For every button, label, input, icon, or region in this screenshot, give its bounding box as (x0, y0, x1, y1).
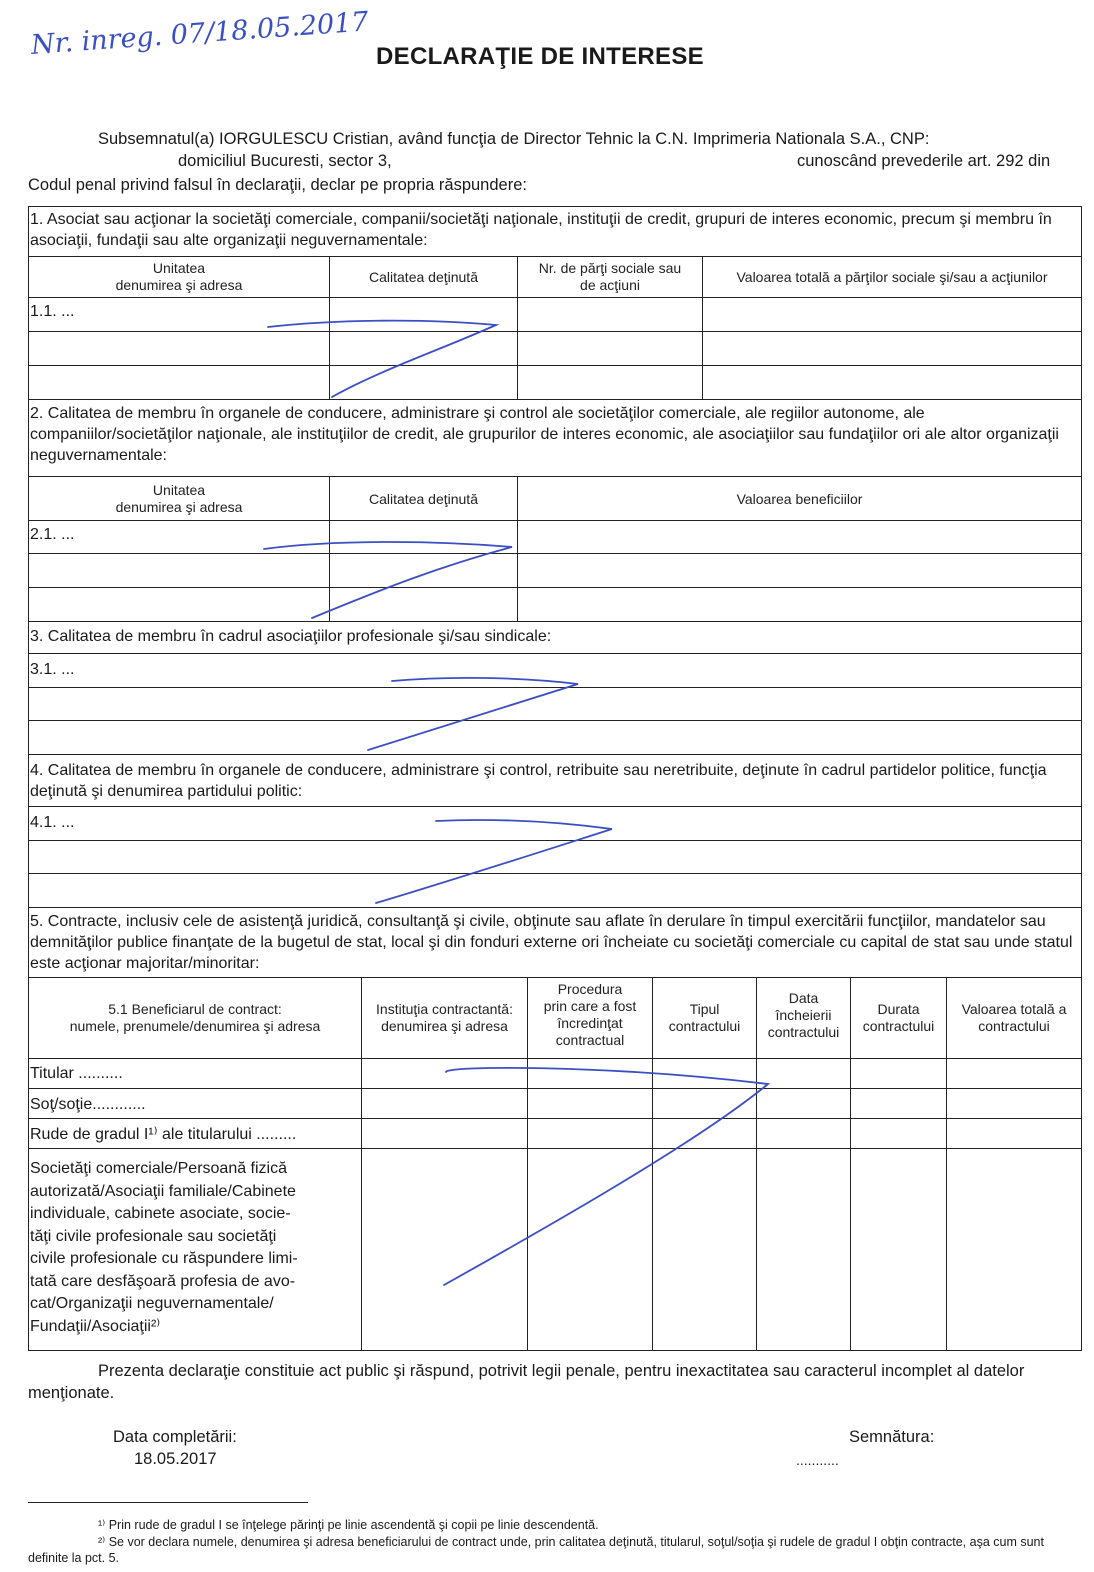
section-1-text: 1. Asociat sau acţionar la societăţi comerciale, companii/societăţi naţionale, instituţii de credit, grupuri de interes economic, precum şi membru în asociaţii, fundaţii sau alte organizaţii neguvernamentale: (30, 211, 1052, 249)
z-stroke-section-5 (444, 1068, 768, 1285)
s5-header-data: Data încheierii contractului (767, 990, 840, 1040)
registration-note: Nr. inreg. 07/18.05.2017 (30, 6, 370, 61)
s5-header-tipul: Tipul contractului (668, 1001, 741, 1034)
intro-line-1: Subsemnatul(a) IORGULESCU Cristian, având funcţia de Director Tehnic la C.N. Imprimeria Nationala S.A., CNP: (98, 130, 930, 148)
signature-dots: ........... (796, 1452, 839, 1468)
s2-header-calitatea: Calitatea deţinută (369, 491, 478, 507)
section-5-text: 5. Contracte, inclusiv cele de asistenţă juridică, consultanţă şi civile, obţinute sau aflate în derulare în timpul exercitării funcţiilor, mandatelor sau demnităţilor publice finanţate de la bugetul de stat, local şi din fonduri externe ori încheiate cu societăţi comerciale cu capital de stat sau unde statul este acţionar majoritar/minoritar: (30, 913, 1073, 972)
s5-header-procedura: Procedura prin care a fost încredinţat contractual (543, 981, 637, 1048)
footnote-2: ²⁾ Se vor declara numele, denumirea şi adresa beneficiarului de contract unde, prin calitatea deţinută, titularul, soţul/soţia şi rudele de gradul I obţin contracte, aşa cum sunt definite la pct. 5. (28, 1535, 1044, 1565)
section-2-text: 2. Calitatea de membru în organele de conducere, administrare şi control ale societăţilor comerciale, ale regiilor autonome, ale companiilor/societăţilor naţionale, ale instituţiilor de credit, ale grupurilor de interes economic, ale asociaţiilor sau fundaţiilor ori ale altor organizaţii neguvernamentale: (30, 405, 1059, 464)
s5-row-societati: Societăţi comerciale/Persoană fizică autorizată/Asociaţii familiale/Cabinete individuale, cabinete asociate, socie- tăţi civile profesionale sau societăţi civile profesionale cu răspundere limi- tată care desfăşoară profesia de avo- cat/Organizaţii neguvernamentale/ Fundaţii/Asociaţii²⁾ (30, 1160, 298, 1335)
s1-header-unitatea: Unitatea denumirea şi adresa (115, 260, 243, 293)
s2-header-valoarea: Valoarea beneficiilor (736, 491, 863, 507)
s5-row-rude: Rude de gradul I¹⁾ ale titularului ......... (30, 1126, 297, 1143)
s5-header-institutia: Instituţia contractantă: denumirea şi adresa (376, 1001, 513, 1034)
page-title: DECLARAŢIE DE INTERESE (376, 43, 704, 70)
section-3-text: 3. Calitatea de membru în cadrul asociaţiilor profesionale şi/sau sindicale: (30, 628, 552, 645)
s1-header-calitatea: Calitatea deţinută (369, 269, 478, 285)
closing-statement: Prezenta declaraţie constituie act public şi răspund, potrivit legii penale, pentru inexactitatea sau caracterul incomplet al datelor menţionate. (28, 1362, 1025, 1402)
section-4-text: 4. Calitatea de membru în organele de conducere, administrare şi control, retribuite sau neretribuite, deţinute în cadrul partidelor politice, funcţia deţinută şi denumirea partidului politic: (30, 762, 1047, 800)
z-stroke-section-1 (268, 321, 496, 397)
s5-header-durata: Durata contractului (862, 1001, 935, 1034)
intro-line-2-left: domiciliul Bucuresti, sector 3, (178, 152, 392, 170)
footnote-1: ¹⁾ Prin rude de gradul I se înţelege părinţi pe linie ascendentă şi copii pe linie descendentă. (98, 1518, 599, 1532)
s1-row-1: 1.1. ... (30, 303, 75, 320)
z-stroke-section-3 (368, 678, 578, 750)
z-stroke-section-4 (376, 820, 612, 903)
s2-header-unitatea: Unitatea denumirea şi adresa (115, 482, 243, 515)
intro-line-2-right: cunoscând prevederile art. 292 din (797, 152, 1051, 170)
date-value: 18.05.2017 (134, 1450, 217, 1468)
s5-row-sot-sotie: Soţ/soţie............ (30, 1096, 146, 1113)
date-label: Data completării: (113, 1428, 237, 1446)
s2-row-1: 2.1. ... (30, 526, 75, 543)
s5-header-beneficiar: 5.1 Beneficiarul de contract: numele, prenumele/denumirea şi adresa (69, 1001, 321, 1034)
z-stroke-section-2 (264, 542, 512, 618)
s1-header-valoarea: Valoarea totală a părţilor sociale şi/sau a acţiunilor (736, 269, 1048, 285)
s4-row-1: 4.1. ... (30, 814, 75, 831)
s5-row-titular: Titular .......... (30, 1065, 123, 1082)
s3-row-1: 3.1. ... (30, 661, 75, 678)
s1-header-nr-parti: Nr. de părţi sociale sau de acţiuni (538, 260, 682, 293)
intro-line-3: Codul penal privind falsul în declaraţii, declar pe propria răspundere: (28, 176, 527, 194)
s5-header-valoarea: Valoarea totală a contractului (961, 1001, 1067, 1034)
signature-label: Semnătura: (849, 1428, 935, 1446)
